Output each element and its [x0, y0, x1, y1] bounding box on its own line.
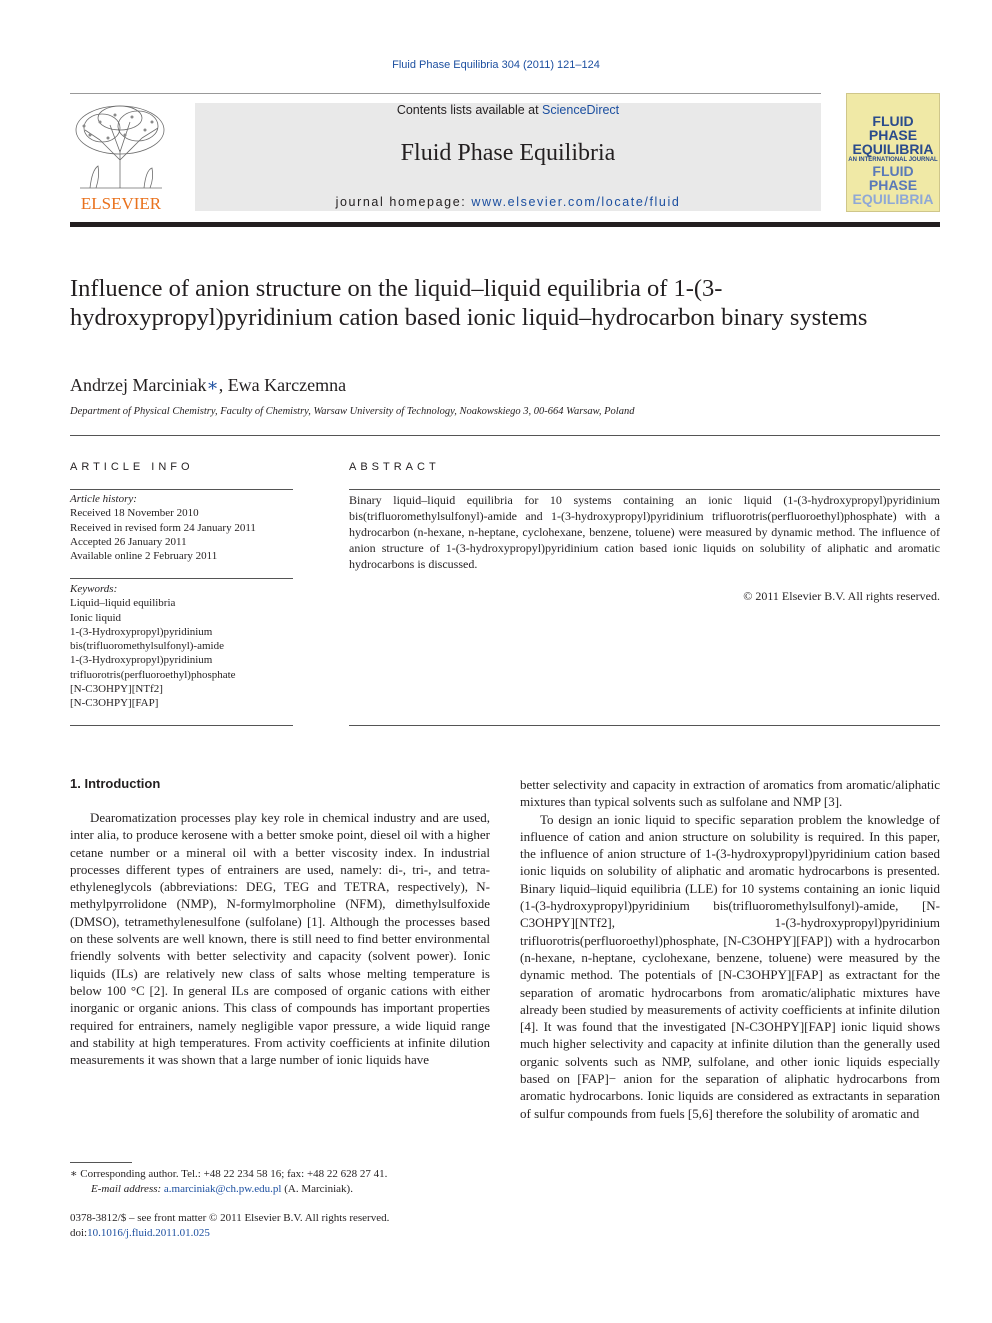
body-paragraph: To design an ionic liquid to specific separation problem the knowledge of influence of cation and anion structure on solubility is required. In this paper, the influence of anion structure of 1-(3-hydroxypropyl)pyridinium cation based ionic liquids on solubility of aliphatic and aromatic hydrocarbons is presented. Binary liquid–liquid equilibria (LLE) for 10 systems containing an ionic liquid (1-(3-hydroxypropyl)pyridinium bis(trifluoromethylsulfonyl)-amide, [N-C3OHPY][NTf2], 1-(3-hydroxypropyl)pyridinium trifluorotris(perfluoroethyl)phosphate, [N-C3OHPY][FAP]) with a hydrocarbon (n-hexane, n-heptane, cyclohexane, benzene, toluene) were measured by the dynamic method. The potentials of [N-C3OHPY][FAP] as extractant for the separation of aromatic hydrocarbons from aromatic/aliphatic mixtures have already been studied by measurements of activity coefficients at infinite dilution [4]. It was found that the investigated [N-C3OHPY][FAP] ionic liquid shows much higher selectivity and capacity at infinite dilution than the generally used organic solvents such as NMP, sulfolane, and other ionic liquids especially based on [FAP]− anion for the separation of aliphatic hydrocarbons from aromatic hydrocarbons. Ionic liquids are considered as extractants in separation of sulfur compounds from fuels [5,6] therefore the solubility of aromatic and — [520, 811, 940, 1121]
front-matter-info — [70, 1211, 490, 1240]
abstract-copyright: © 2011 Elsevier B.V. All rights reserved. — [743, 589, 940, 603]
journal-homepage — [195, 195, 821, 209]
elsevier-logo — [70, 100, 172, 212]
email-suffix: (A. Marciniak). — [281, 1182, 353, 1195]
divider — [70, 435, 940, 436]
homepage-link[interactable]: www.elsevier.com/locate/fluid — [471, 195, 681, 209]
email-link[interactable]: a.marciniak@ch.pw.edu.pl — [163, 1182, 282, 1195]
elsevier-wordmark: ELSEVIER — [80, 194, 162, 212]
cover-subtitle: AN INTERNATIONAL JOURNAL — [848, 157, 938, 163]
abstract-text: Binary liquid–liquid equilibria for 10 systems containing an ionic liquid (1-(3-hydroxypropyl)pyridinium bis(trifluoromethylsulfonyl)-amide and 1-(3-hydroxypropyl)pyridinium trifluorotris(perfluoroethyl)phosphate) with a hydrocarbon (n-hexane, n-heptane, cyclohexane, benzene, toluene) were measured by dynamic method. The influence of anion structure of 1-(3-hydroxypropyl)pyridinium cation based ionic liquids on solubility of aliphatic and aromatic hydrocarbons is discussed. — [349, 493, 940, 571]
elsevier-tree-icon — [70, 100, 172, 212]
homepage-prefix: journal homepage: — [335, 195, 472, 209]
keyword: 1-(3-Hydroxypropyl)pyridinium — [70, 654, 213, 667]
cover-title-line: EQUILIBRIA — [852, 191, 934, 207]
history-label: Article history: — [70, 493, 137, 505]
author-list — [70, 375, 346, 396]
keyword: Liquid–liquid equilibria — [70, 597, 176, 610]
article-title: Influence of anion structure on the liquid–liquid equilibria of 1-(3-hydroxypropyl)pyridinium cation based ionic liquid–hydrocarbon binary systems — [70, 275, 868, 331]
keywords — [70, 582, 293, 711]
history-item: Received in revised form 24 January 2011 — [70, 521, 256, 534]
history-item: Received 18 November 2010 — [70, 507, 199, 520]
sciencedirect-link[interactable]: ScienceDirect — [542, 103, 620, 117]
section-heading: 1. Introduction — [70, 776, 161, 791]
cover-title-line: FLUID PHASE — [868, 113, 918, 143]
header-rule — [70, 93, 821, 94]
article-info-heading: ARTICLE INFO — [70, 461, 194, 473]
divider — [70, 725, 293, 726]
header-thick-rule — [70, 222, 940, 227]
author-name: Andrzej Marciniak — [70, 375, 207, 395]
divider — [70, 578, 293, 579]
history-item: Accepted 26 January 2011 — [70, 535, 187, 548]
author-separator: , — [218, 375, 228, 395]
body-column-right — [520, 776, 940, 1122]
affiliation: Department of Physical Chemistry, Faculty of Chemistry, Warsaw University of Technology, Noakowskiego 3, 00-664 Warsaw, Poland — [70, 406, 635, 417]
cover-title-line: FLUID PHASE — [868, 163, 918, 193]
keywords-label: Keywords: — [70, 583, 118, 595]
divider — [70, 489, 293, 490]
divider — [349, 725, 940, 726]
doi-link[interactable]: 10.1016/j.fluid.2011.01.025 — [87, 1226, 210, 1239]
issn-line: 0378-3812/$ – see front matter © 2011 Elsevier B.V. All rights reserved. — [70, 1212, 390, 1224]
keyword: trifluorotris(perfluoroethyl)phosphate — [70, 668, 236, 681]
keyword: [N-C3OHPY][NTf2] — [70, 683, 163, 696]
keyword: 1-(3-Hydroxypropyl)pyridinium — [70, 625, 213, 638]
history-item: Available online 2 February 2011 — [70, 550, 218, 563]
footnote — [70, 1167, 490, 1196]
author-name: Ewa Karczemna — [227, 375, 347, 395]
keyword: [N-C3OHPY][FAP] — [70, 697, 159, 710]
footnote-rule — [70, 1162, 132, 1163]
email-label: E-mail address: — [91, 1182, 164, 1195]
abstract-heading: ABSTRACT — [349, 461, 440, 473]
journal-citation[interactable]: Fluid Phase Equilibria 304 (2011) 121–124 — [392, 59, 600, 71]
corresponding-author-note: ∗ Corresponding author. Tel.: +48 22 234 58 16; fax: +48 22 628 27 41. — [70, 1168, 388, 1180]
contents-line — [195, 103, 821, 117]
keyword: bis(trifluoromethylsulfonyl)-amide — [70, 640, 224, 653]
doi-label: doi: — [70, 1226, 88, 1239]
article-history — [70, 492, 293, 563]
body-paragraph: Dearomatization processes play key role in chemical industry and are used, inter alia, to produce kerosene with a better smoke point, diesel oil with a higher cetane number or a mineral oil with a better viscosity index. In industrial processes different types of entrainers are used, namely: di-, tri-, and tetra-ethyleneglycols (abbreviations: DEG, TEG and TETRA, respectively), N-methylpyrrolidone (NMP), N-formylmorpholine (NFM), dimethylsulfoxide (DMSO), tetramethylenesulfone (sulfolane) [1]. Although the processes based on these solvents are well known, there is still need to find better environmental friendly solvents with better selectivity and capacity (solvent power). Ionic liquids (ILs) are relatively new class of salts whose melting temperature is below 100 °C [2]. In general ILs are composed of organic cations with either inorganic or organic anions. This class of compounds has important properties required for entrainers, namely negligible vapor pressure, a wide liquid range and stability at high temperatures. From activity coefficients at infinite dilution measurements it was shown that a large number of ionic liquids have — [70, 810, 490, 1068]
body-column-left — [70, 809, 490, 1068]
cover-title-line: EQUILIBRIA — [852, 141, 934, 157]
journal-cover — [846, 93, 940, 212]
journal-title: Fluid Phase Equilibria — [400, 140, 616, 166]
corresponding-author-mark[interactable]: ∗ — [206, 375, 219, 395]
divider — [349, 489, 940, 490]
contents-prefix: Contents lists available at — [396, 103, 543, 117]
body-paragraph: better selectivity and capacity in extraction of aromatics from aromatic/aliphatic mixtures than typical solvents such as sulfolane and NMP [3]. — [520, 777, 940, 810]
keyword: Ionic liquid — [70, 611, 122, 624]
